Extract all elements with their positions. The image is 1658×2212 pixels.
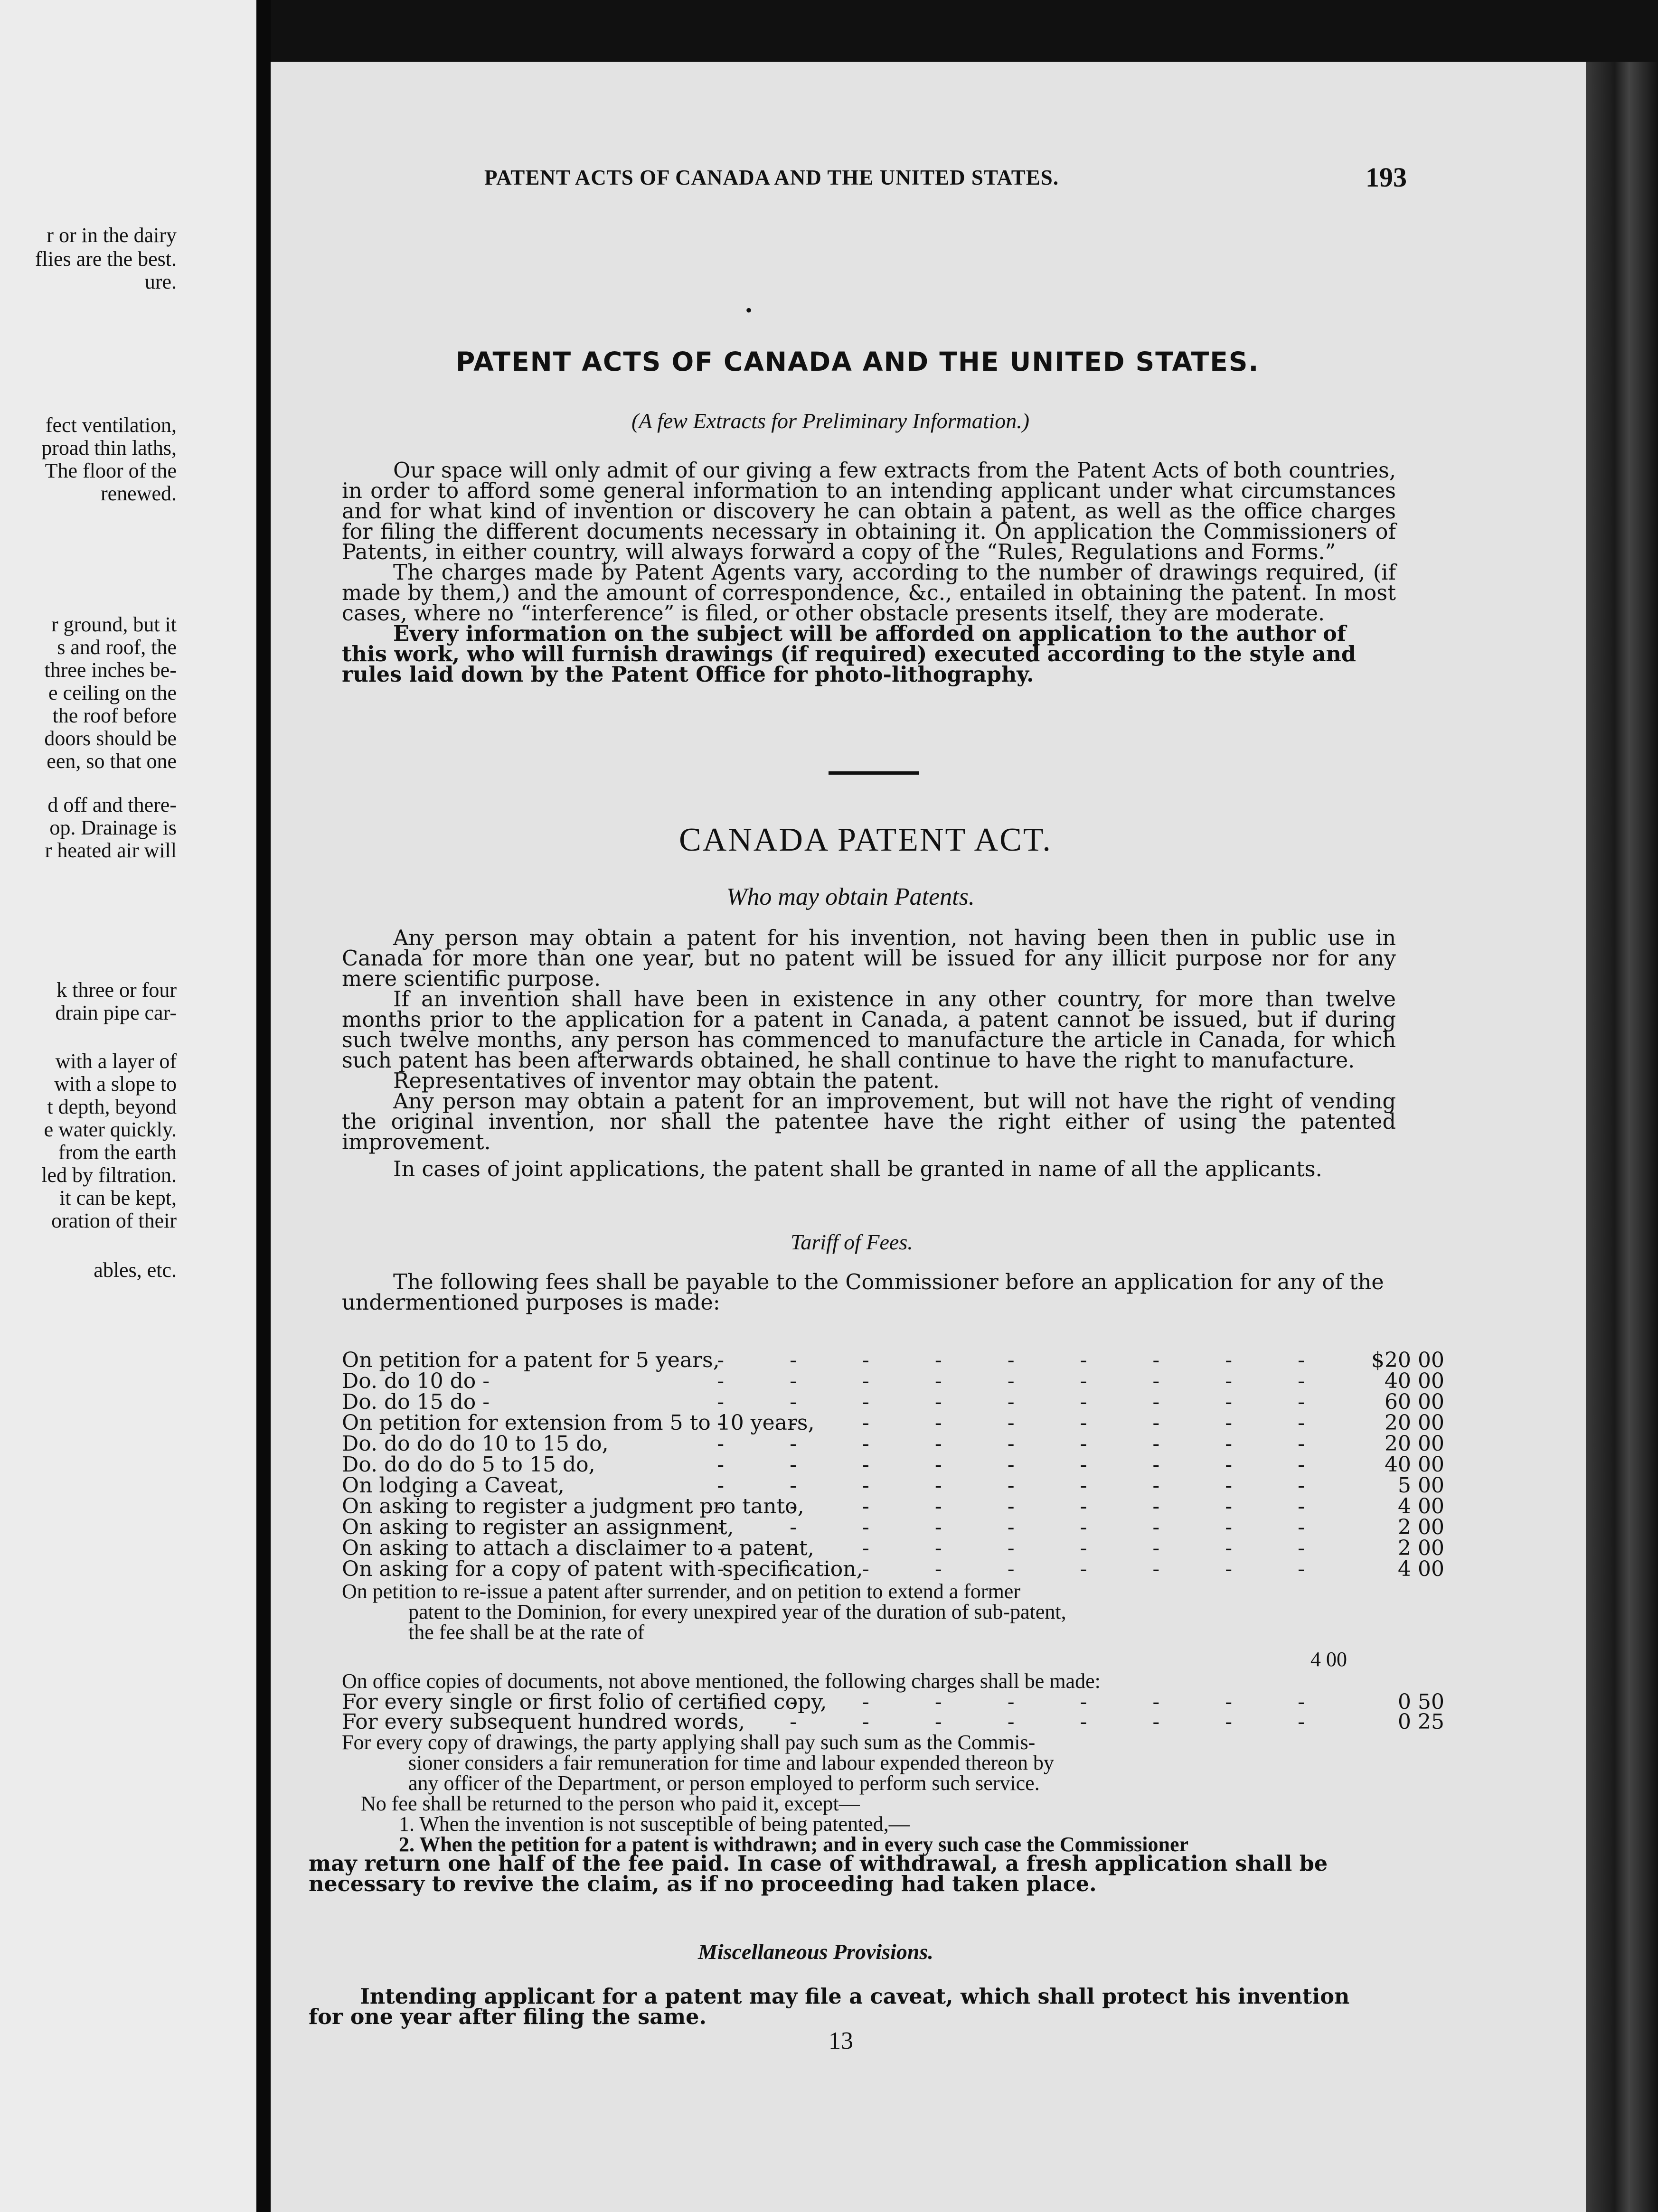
facing-page-line: proad thin laths,: [41, 436, 177, 459]
fee-row: [342, 1473, 1448, 1498]
facing-page-line: s and roof, the: [57, 636, 177, 659]
facing-page-line: doors should be: [44, 727, 177, 750]
facing-page-line: e ceiling on the: [48, 681, 177, 704]
fee-row: [342, 1348, 1448, 1372]
facing-page-line: ables, etc.: [94, 1258, 177, 1282]
dot-leader: - - - - - - - - -: [717, 1369, 1334, 1393]
facing-page-line: r heated air will: [45, 839, 177, 862]
who-paragraph: If an invention shall have been in existence in any other country, for more than twelve months prior to the application for a patent in Canada, a patent cannot be issued, but if during such twelve months, any person has commenced to manufacture the article in Canada, for which such patent has been afterwards obtained, he shall continue to have the right to manufacture.: [342, 987, 1396, 1073]
tariff-heading: Tariff of Fees.: [791, 1230, 913, 1254]
dot-leader: - - - - - - - - -: [717, 1515, 1334, 1539]
section-divider: [829, 771, 919, 775]
fee-label: On petition for a patent for 5 years,: [342, 1348, 720, 1372]
no-fee-line: No fee shall be returned to the person who paid it, except—: [361, 1792, 860, 1815]
facing-page-line: with a layer of: [55, 1050, 177, 1073]
running-title: PATENT ACTS OF CANADA AND THE UNITED STATES.: [484, 166, 1059, 189]
who-heading: Who may obtain Patents.: [726, 883, 975, 910]
facing-page-line: it can be kept,: [59, 1186, 177, 1209]
dot-leader: - - - - - - - - -: [717, 1473, 1334, 1498]
page-193: [271, 62, 1586, 2212]
fee-row: [342, 1515, 1448, 1539]
facing-page-line: with a slope to: [54, 1072, 177, 1096]
fee-amount: 2 00: [1398, 1536, 1444, 1560]
reissue-amount: 4 00: [1310, 1648, 1347, 1671]
fee-row: [342, 1453, 1448, 1477]
fee-row: [342, 1390, 1448, 1414]
fee-row: [342, 1411, 1448, 1435]
fee-amount: 4 00: [1398, 1494, 1444, 1518]
dot-leader: - - - - - - - - -: [717, 1390, 1334, 1414]
refund-text: may return one half of the fee paid. In case of withdrawal, a fresh application shall be necessary to revive the claim, as if no proceeding had taken place.: [309, 1851, 1328, 1896]
dot-leader: - - - - - - - - -: [717, 1411, 1334, 1435]
facing-page-line: e water quickly.: [44, 1118, 177, 1141]
intro-paragraph: Every information on the subject will be afforded on application to the author of this work, who will furnish drawings (if required) executed according to the style and rules laid down by the Patent Office for photo-lithography.: [342, 621, 1356, 687]
misc-heading: Miscellaneous Provisions.: [698, 1940, 933, 1964]
intro-paragraph: The charges made by Patent Agents vary, according to the number of drawings required, (if made by them,) and the amount of correspondence, &c., entailed in obtaining the patent. In most cases, where no “interference” is filed, or other obstacle presents itself, they are moderate.: [342, 561, 1396, 626]
fee-amount: 0 25: [1398, 1710, 1444, 1734]
fee-label: Do. do do do 5 to 15 do,: [342, 1453, 595, 1477]
fee-label: On lodging a Caveat,: [342, 1473, 565, 1498]
fee-label: On asking to register an assignment,: [342, 1515, 734, 1539]
fee-amount: 40 00: [1385, 1453, 1444, 1477]
fee-amount: 20 00: [1385, 1411, 1444, 1435]
fee-label: On asking to register a judgment pro tanto,: [342, 1494, 804, 1518]
facing-page-line: flies are the best.: [35, 247, 177, 271]
book-gutter: [256, 0, 271, 2212]
dot-leader: - - - - - - - - -: [717, 1536, 1334, 1560]
dot-leader: - - - - - - - - -: [717, 1494, 1334, 1518]
fee-row: [342, 1494, 1448, 1518]
main-title: PATENT ACTS OF CANADA AND THE UNITED STATES.: [456, 347, 1260, 377]
facing-page-line: the roof before: [52, 704, 177, 727]
who-text: [342, 928, 1396, 1180]
fee-amount: 0 50: [1398, 1690, 1444, 1714]
signature-mark: 13: [829, 2027, 853, 2054]
facing-page-line: op. Drainage is: [49, 816, 177, 839]
fee-label: For every subsequent hundred words,: [342, 1710, 745, 1734]
facing-page-line: k three or four: [57, 978, 177, 1002]
exception-line: 1. When the invention is not susceptible of being patented,—: [399, 1812, 910, 1836]
facing-page-line: three inches be-: [44, 658, 177, 682]
dot-leader: - - - - - - - - -: [717, 1690, 1334, 1714]
reissue-line: patent to the Dominion, for every unexpired year of the duration of sub-patent,: [408, 1600, 1066, 1623]
office-copies-line: On office copies of documents, not above mentioned, the following charges shall be made:: [342, 1669, 1101, 1693]
dot-leader: - - - - - - - - -: [717, 1557, 1334, 1581]
fee-amount: 60 00: [1385, 1390, 1444, 1414]
facing-page-line: The floor of the: [45, 459, 177, 482]
facing-page-line: oration of their: [51, 1209, 177, 1232]
tariff-intro: The following fees shall be payable to the Commissioner before an application for any of the undermentioned purposes is made:: [342, 1270, 1384, 1315]
who-paragraph: Representatives of inventor may obtain the patent.: [393, 1069, 940, 1093]
section-title: CANADA PATENT ACT.: [679, 822, 1052, 858]
facing-page-line: drain pipe car-: [55, 1001, 177, 1024]
who-paragraph: Any person may obtain a patent for his invention, not having been then in public use in Canada for more than one year, but no patent will be issued for any illicit purpose nor for any mere scientific purpose.: [342, 926, 1396, 991]
fee-row: [342, 1690, 1448, 1714]
facing-page-line: fect ventilation,: [45, 413, 177, 437]
facing-page-fragment: [0, 0, 256, 2212]
dot-leader: - - - - - - - - -: [717, 1453, 1334, 1477]
fee-label: Do. do 10 do -: [342, 1369, 490, 1393]
dot-leader: - - - - - - - - -: [717, 1432, 1334, 1456]
fee-amount: 2 00: [1398, 1515, 1444, 1539]
fee-label: On petition for extension from 5 to 10 years,: [342, 1411, 815, 1435]
facing-page-line: t depth, beyond: [47, 1095, 177, 1118]
exception-line: 2. When the petition for a patent is withdrawn; and in every such case the Commissioner: [399, 1833, 1189, 1856]
facing-page-line: from the earth: [58, 1141, 177, 1164]
who-paragraph: In cases of joint applications, the patent shall be granted in name of all the applicants.: [393, 1157, 1322, 1181]
fee-row: [342, 1369, 1448, 1393]
drawings-line: For every copy of drawings, the party applying shall pay such sum as the Commis-: [342, 1731, 1036, 1754]
facing-page-line: een, so that one: [47, 750, 177, 773]
fee-label: On asking for a copy of patent with specification,: [342, 1557, 863, 1581]
fee-label: For every single or first folio of certified copy,: [342, 1690, 827, 1714]
fee-label: On asking to attach a disclaimer to a patent,: [342, 1536, 814, 1560]
facing-page-line: d off and there-: [47, 793, 177, 816]
subtitle: (A few Extracts for Preliminary Information.): [631, 409, 1030, 433]
facing-page-line: ure.: [144, 270, 177, 293]
fee-amount: 5 00: [1398, 1473, 1444, 1498]
who-paragraph: Any person may obtain a patent for an improvement, but will not have the right of vending the original invention, nor shall the patentee have the right either of using the patented improvement.: [342, 1089, 1396, 1154]
fee-row: [342, 1557, 1448, 1581]
dot-leader: - - - - - - - - -: [717, 1348, 1334, 1372]
fee-row: [342, 1536, 1448, 1560]
intro-paragraph: Our space will only admit of our giving a few extracts from the Patent Acts of both countries, in order to afford some general information to an intending applicant under what circumstances and for what kind of invention or discovery he can obtain a patent, as well as the office charges for filing the different documents necessary in obtaining it. On application the Commissioners of Patents, in either country, will always forward a copy of the “Rules, Regulations and Forms.”: [342, 459, 1396, 564]
facing-page-line: r ground, but it: [51, 613, 177, 636]
intro-text: [342, 460, 1396, 685]
reissue-line: On petition to re-issue a patent after surrender, and on petition to extend a former: [342, 1580, 1020, 1603]
facing-page-line: led by filtration.: [41, 1163, 177, 1187]
dot-leader: - - - - - - - - -: [717, 1710, 1334, 1734]
ornament-dot: •: [745, 300, 753, 321]
fee-row: [342, 1710, 1448, 1734]
fee-amount: 4 00: [1398, 1557, 1444, 1581]
page-number: 193: [1366, 162, 1407, 193]
drawings-line: sioner considers a fair remuneration for time and labour expended thereon by: [408, 1751, 1054, 1774]
reissue-line: the fee shall be at the rate of: [408, 1621, 645, 1644]
fee-row: [342, 1432, 1448, 1456]
drawings-line: any officer of the Department, or person employed to perform such service.: [408, 1771, 1040, 1795]
fee-label: Do. do do do 10 to 15 do,: [342, 1432, 609, 1456]
misc-text: Intending applicant for a patent may file a caveat, which shall protect his invention for one year after filing the same.: [309, 1984, 1350, 2029]
fee-amount: 20 00: [1385, 1432, 1444, 1456]
fee-amount: 40 00: [1385, 1369, 1444, 1393]
facing-page-line: r or in the dairy: [47, 224, 177, 247]
fee-label: Do. do 15 do -: [342, 1390, 490, 1414]
page-edge-shadow: [1586, 62, 1658, 2212]
facing-page-line: renewed.: [100, 482, 177, 505]
fee-amount: $20 00: [1371, 1348, 1444, 1372]
